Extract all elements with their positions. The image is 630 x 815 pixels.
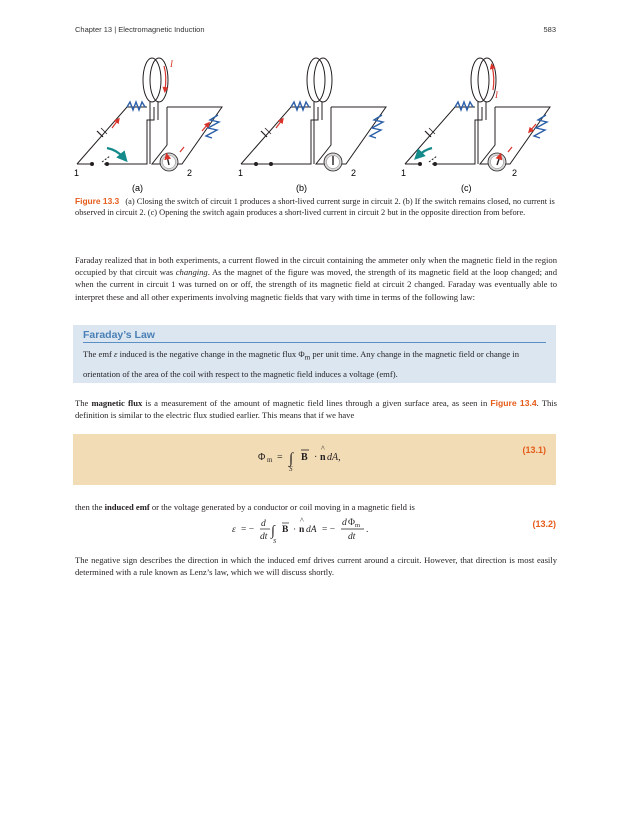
para2-text-b: is a measurement of the amount of magnetic field lines through a given surface area, as seen in — [142, 398, 491, 408]
svg-text:Φ: Φ — [348, 518, 355, 528]
svg-text:dt: dt — [260, 532, 268, 542]
svg-text:^: ^ — [300, 516, 304, 525]
svg-text:∫: ∫ — [289, 451, 294, 467]
svg-text:= −: = − — [322, 525, 336, 535]
svg-text:n: n — [320, 452, 326, 463]
svg-text:Φ: Φ — [258, 452, 266, 463]
paragraph-magnetic-flux — [75, 397, 557, 421]
svg-text:·: · — [314, 452, 318, 463]
svg-text:^: ^ — [321, 444, 325, 453]
svg-text:m: m — [267, 456, 273, 464]
svg-text:dA: dA — [306, 525, 317, 535]
svg-text:S: S — [289, 465, 293, 473]
panel-b — [241, 58, 386, 171]
panel-label-b: (b) — [296, 183, 307, 193]
panel-c — [405, 58, 550, 171]
law-text — [83, 346, 545, 383]
svg-text:n: n — [299, 525, 305, 535]
svg-text:B: B — [282, 525, 289, 535]
svg-text:d: d — [261, 519, 266, 529]
panel-label-a: (a) — [132, 183, 143, 193]
svg-text:·: · — [293, 525, 297, 535]
law-text-3: per unit time. Any change in the magnetic field or change in orientation of the area of the coil with respect to the magnetic field induces a voltage (emf). — [83, 349, 519, 380]
current-label-c: I — [495, 90, 498, 100]
law-text-2: induced is the negative change in the magnetic flux — [117, 349, 299, 359]
flux-symbol: Φ — [298, 349, 305, 359]
svg-text:= −: = − — [241, 525, 255, 535]
figure-caption — [75, 196, 557, 218]
para3-text-a: then the — [75, 502, 105, 512]
equation-13-1 — [73, 434, 556, 485]
flux-subscript: m — [304, 353, 311, 362]
circuit-2-label-b: 2 — [351, 168, 357, 178]
svg-text:dA,: dA, — [327, 452, 341, 463]
figure-13-3 — [72, 50, 562, 195]
paragraph-faraday — [75, 254, 557, 303]
equation-13-1-number: (13.1) — [522, 445, 546, 455]
figure-caption-text: (a) Closing the switch of circuit 1 produces a short-lived current surge in circuit 2. (b) If the switch remains closed, no current is observed in circuit 2. (c) Opening the switch again produces a short-lived current in circuit 2 but in the opposite direction from before. — [75, 197, 555, 217]
para2-text-c: . This definition is similar to the electric flux studied earlier. This means that if we have — [75, 398, 558, 421]
panel-a — [77, 58, 222, 171]
panel-label-c: (c) — [461, 183, 472, 193]
paragraph-negative-sign: The negative sign describes the direction in which the induced emf drives current around a circuit. However, that direction is most easily determined with a rule known as Lenz’s law, which we will discuss shortly. — [75, 555, 557, 578]
equation-13-2 — [228, 513, 428, 547]
page-number: 583 — [543, 25, 556, 34]
para1-text-a: Faraday realized that in both experiments, a current flowed in the circuit containing the ammeter only when the magnetic field in the region occupied by that circuit was — [75, 255, 557, 278]
svg-text:dt: dt — [348, 532, 356, 542]
para3-text-b: or the voltage generated by a conductor or coil moving in a magnetic field is — [149, 502, 415, 512]
circuit-2-label-a: 2 — [187, 168, 193, 178]
svg-text:ε: ε — [232, 525, 236, 535]
circuit-2-label-c: 2 — [512, 168, 518, 178]
circuit-1-label-c: 1 — [401, 168, 407, 178]
emf-symbol: ε — [114, 349, 118, 359]
running-header-chapter: Chapter 13 | Electromagnetic Induction — [75, 25, 205, 34]
para1-emphasis: changing — [175, 267, 208, 278]
term-induced-emf: induced emf — [104, 502, 150, 512]
svg-text:B: B — [301, 452, 308, 463]
svg-text:∫: ∫ — [271, 524, 275, 539]
law-divider — [83, 342, 546, 343]
law-title: Faraday’s Law — [83, 329, 155, 341]
equation-13-2-number: (13.2) — [532, 519, 556, 529]
term-magnetic-flux: magnetic flux — [91, 398, 143, 408]
svg-text:.: . — [366, 525, 369, 535]
faradays-law-box — [73, 325, 556, 383]
equation-13-1-box — [73, 434, 556, 485]
current-label-a: I — [170, 59, 173, 69]
circuit-1-label-a: 1 — [74, 168, 80, 178]
svg-text:d: d — [342, 518, 347, 528]
svg-text:m: m — [355, 522, 361, 529]
para2-text-a: The — [75, 398, 92, 408]
circuit-1-label-b: 1 — [238, 168, 244, 178]
svg-text:S: S — [273, 538, 277, 545]
para1-text-b: . As the magnet of the figure was moved, the strength of its magnetic field at the loop changed; and when the current in circuit 1 was turned on or off, the strength of its magnetic field at circuit 2 changed. Faraday was eventually able to interpret these and all other experiments involving magnetic fields that vary with time in terms of the following law: — [75, 267, 557, 302]
figure-caption-label: Figure 13.3 — [75, 196, 120, 206]
paragraph-induced-emf — [75, 501, 557, 513]
law-text-1: The emf — [83, 349, 115, 359]
svg-text:=: = — [277, 452, 283, 463]
figure-13-4-link[interactable]: Figure 13.4 — [490, 398, 537, 408]
